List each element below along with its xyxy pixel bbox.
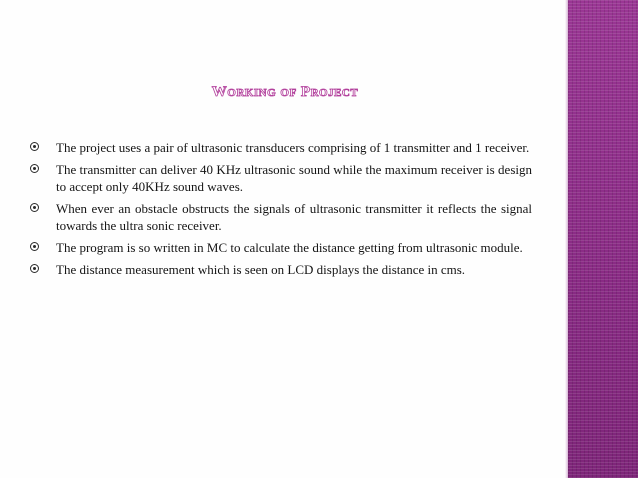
bullet-text: When ever an obstacle obstructs the signals of ultrasonic transmitter it reflects the signal towards the ultra sonic receiver. xyxy=(56,201,532,233)
bullet-list xyxy=(30,139,532,283)
bullet-text: The distance measurement which is seen on LCD displays the distance in cms. xyxy=(56,262,466,277)
bullet-item xyxy=(30,239,532,256)
circled-dot-icon xyxy=(30,164,39,173)
circled-dot-icon xyxy=(30,142,39,151)
circled-dot-icon xyxy=(30,203,39,212)
bullet-text: The project uses a pair of ultrasonic transducers comprising of 1 transmitter and 1 receiver. xyxy=(56,140,530,155)
bullet-item xyxy=(30,139,532,156)
bullet-item xyxy=(30,261,532,278)
bullet-item xyxy=(30,161,532,195)
circled-dot-icon xyxy=(30,242,39,251)
bullet-text: The transmitter can deliver 40 KHz ultrasonic sound while the maximum receiver is design to accept only 40KHz sound waves. xyxy=(56,162,532,194)
bullet-item xyxy=(30,200,532,234)
slide-title: Working of Project xyxy=(211,84,359,100)
decorative-side-band xyxy=(568,0,638,478)
circled-dot-icon xyxy=(30,264,39,273)
bullet-text: The program is so written in MC to calculate the distance getting from ultrasonic module. xyxy=(56,240,523,255)
